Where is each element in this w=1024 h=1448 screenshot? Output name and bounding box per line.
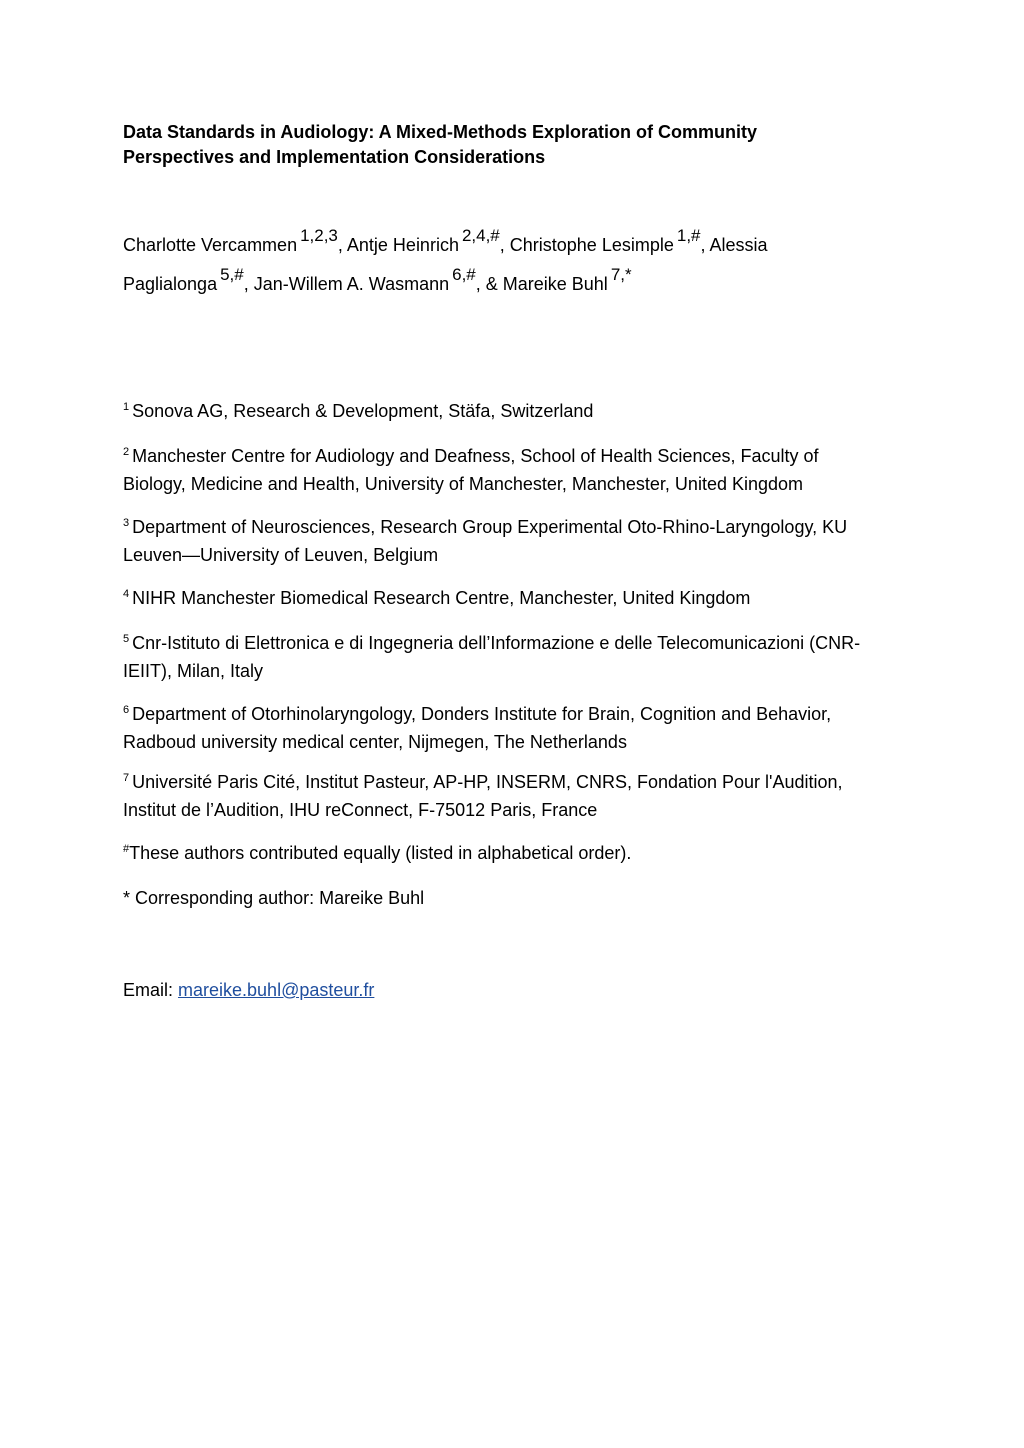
corresponding-author-note — [123, 886, 903, 911]
affiliation-line — [123, 702, 903, 730]
equal-contribution-note — [123, 841, 903, 869]
affiliation-1 — [123, 399, 903, 427]
affiliation-6 — [123, 702, 903, 755]
affiliation-line — [123, 586, 903, 614]
affiliation-line — [123, 770, 903, 798]
equal-contribution-text: These authors contributed equally (listed in alphabetical order). — [129, 843, 632, 863]
affiliation-line: IEIIT), Milan, Italy — [123, 661, 264, 681]
affiliation-3 — [123, 515, 903, 568]
author-affiliation-marks: 2,4,# — [461, 226, 500, 245]
corresponding-author-text: * Corresponding author: Mareike Buhl — [123, 888, 425, 908]
author-line-2 — [123, 265, 913, 304]
affiliation-number: 5 — [123, 633, 130, 645]
affiliation-line — [123, 399, 903, 427]
author-name: , Jan-Willem A. Wasmann — [243, 274, 450, 294]
author-affiliation-marks: 5,# — [220, 265, 244, 284]
affiliation-2 — [123, 444, 903, 497]
author-affiliation-marks: 1,2,3 — [300, 226, 338, 245]
affiliation-text: Université Paris Cité, Institut Pasteur, AP-HP, INSERM, CNRS, Fondation Pour l'Audition, — [132, 772, 843, 792]
paper-title-line-1: Data Standards in Audiology: A Mixed-Methods Exploration of Community — [123, 122, 758, 142]
author-list — [123, 226, 913, 304]
affiliation-line — [123, 631, 903, 659]
affiliation-text: Sonova AG, Research & Development, Stäfa, Switzerland — [132, 401, 594, 421]
paper-title — [123, 120, 903, 170]
email-line — [123, 978, 903, 1003]
author-affiliation-marks: 1,# — [676, 226, 701, 245]
email-link[interactable]: mareike.buhl@pasteur.fr — [178, 980, 375, 1000]
affiliation-number: 6 — [123, 704, 130, 716]
affiliation-line: Radboud university medical center, Nijmegen, The Netherlands — [123, 732, 627, 752]
email-label: Email: — [123, 980, 179, 1000]
author-name: , Christophe Lesimple — [499, 235, 674, 255]
affiliation-4 — [123, 586, 903, 614]
affiliation-5 — [123, 631, 903, 684]
author-name: , Alessia — [700, 235, 768, 255]
affiliation-text: Cnr-Istituto di Elettronica e di Ingegneria dell’Informazione e delle Telecomunicazioni (CNR- — [132, 633, 861, 653]
equal-contribution-mark: # — [123, 843, 130, 855]
affiliation-text: Department of Neurosciences, Research Group Experimental Oto-Rhino-Laryngology, KU — [132, 517, 848, 537]
author-name: , Antje Heinrich — [337, 235, 459, 255]
affiliation-number: 7 — [123, 772, 130, 784]
author-affiliation-marks: 7,* — [610, 265, 632, 284]
affiliation-7 — [123, 770, 903, 823]
author-name: Paglialonga — [123, 274, 218, 294]
affiliation-line: Institut de l’Audition, IHU reConnect, F-75012 Paris, France — [123, 800, 598, 820]
author-affiliation-marks: 6,# — [452, 265, 476, 284]
affiliation-number: 3 — [123, 517, 130, 529]
affiliation-line: Leuven—University of Leuven, Belgium — [123, 545, 439, 565]
author-name: Charlotte Vercammen — [123, 235, 298, 255]
affiliation-line — [123, 444, 903, 472]
affiliation-line — [123, 515, 903, 543]
affiliation-number: 1 — [123, 401, 130, 413]
author-name: , & Mareike Buhl — [475, 274, 608, 294]
paper-title-line-2: Perspectives and Implementation Considerations — [123, 147, 546, 167]
affiliation-number: 2 — [123, 446, 130, 458]
affiliation-number: 4 — [123, 588, 130, 600]
affiliation-text: Department of Otorhinolaryngology, Donders Institute for Brain, Cognition and Behavior, — [132, 704, 832, 724]
affiliation-text: NIHR Manchester Biomedical Research Centre, Manchester, United Kingdom — [132, 588, 751, 608]
affiliation-text: Manchester Centre for Audiology and Deafness, School of Health Sciences, Faculty of — [132, 446, 819, 466]
author-line-1 — [123, 226, 913, 265]
affiliation-line: Biology, Medicine and Health, University of Manchester, Manchester, United Kingdom — [123, 474, 804, 494]
